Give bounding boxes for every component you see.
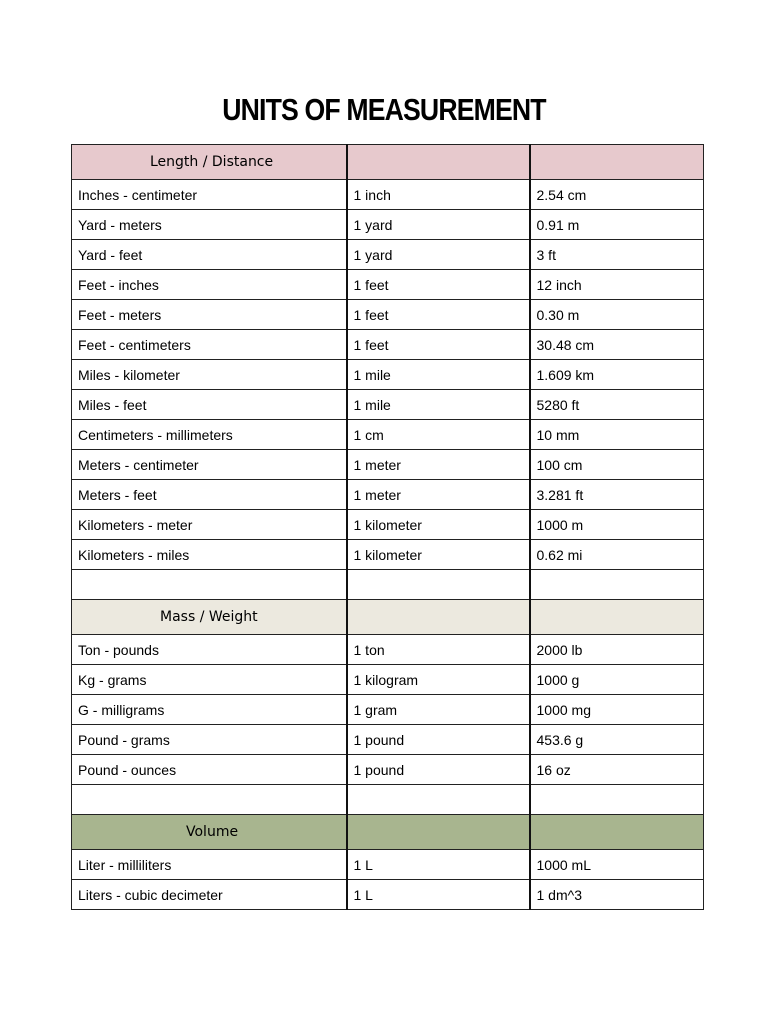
conversion-name-cell: Pound - grams (72, 725, 347, 755)
conversion-name-cell: Miles - feet (72, 390, 347, 420)
unit-amount-cell: 1 yard (347, 240, 530, 270)
empty-cell (72, 785, 347, 815)
conversion-name-cell: Liters - cubic decimeter (72, 880, 347, 910)
equivalent-value-cell: 2000 lb (530, 635, 704, 665)
equivalent-value-cell: 1000 g (530, 665, 704, 695)
equivalent-value-cell: 100 cm (530, 450, 704, 480)
unit-amount-cell: 1 cm (347, 420, 530, 450)
conversion-name-cell: Feet - meters (72, 300, 347, 330)
table-row (72, 880, 704, 910)
equivalent-value-cell: 1 dm^3 (530, 880, 704, 910)
section-title: Mass / Weight (160, 609, 258, 625)
equivalent-value-cell: 1.609 km (530, 360, 704, 390)
equivalent-value-cell: 30.48 cm (530, 330, 704, 360)
section-header-cell (72, 145, 347, 180)
equivalent-value-cell: 0.91 m (530, 210, 704, 240)
equivalent-value-cell: 16 oz (530, 755, 704, 785)
equivalent-value-cell: 3 ft (530, 240, 704, 270)
unit-amount-cell: 1 feet (347, 330, 530, 360)
equivalent-value-cell: 5280 ft (530, 390, 704, 420)
section-header-empty-cell (530, 600, 704, 635)
unit-amount-cell: 1 L (347, 880, 530, 910)
section-header-empty-cell (347, 600, 530, 635)
empty-row (72, 570, 704, 600)
unit-amount-cell: 1 mile (347, 390, 530, 420)
table-row (72, 240, 704, 270)
table-row (72, 540, 704, 570)
unit-amount-cell: 1 pound (347, 725, 530, 755)
empty-cell (347, 785, 530, 815)
unit-amount-cell: 1 ton (347, 635, 530, 665)
conversion-name-cell: Pound - ounces (72, 755, 347, 785)
table-row (72, 450, 704, 480)
table-row (72, 390, 704, 420)
conversion-name-cell: Meters - feet (72, 480, 347, 510)
equivalent-value-cell: 0.62 mi (530, 540, 704, 570)
conversion-name-cell: Miles - kilometer (72, 360, 347, 390)
table-row (72, 725, 704, 755)
unit-amount-cell: 1 mile (347, 360, 530, 390)
unit-amount-cell: 1 feet (347, 270, 530, 300)
section-header-length (72, 145, 704, 180)
equivalent-value-cell: 10 mm (530, 420, 704, 450)
unit-amount-cell: 1 meter (347, 480, 530, 510)
unit-amount-cell: 1 L (347, 850, 530, 880)
conversion-name-cell: Meters - centimeter (72, 450, 347, 480)
conversion-name-cell: Inches - centimeter (72, 180, 347, 210)
table-row (72, 180, 704, 210)
empty-cell (72, 570, 347, 600)
section-header-cell (72, 600, 347, 635)
conversion-name-cell: Kilometers - miles (72, 540, 347, 570)
unit-amount-cell: 1 gram (347, 695, 530, 725)
table-row (72, 420, 704, 450)
section-header-cell (72, 815, 347, 850)
table-row (72, 850, 704, 880)
equivalent-value-cell: 0.30 m (530, 300, 704, 330)
table-row (72, 695, 704, 725)
conversion-name-cell: Yard - feet (72, 240, 347, 270)
unit-amount-cell: 1 yard (347, 210, 530, 240)
table-row (72, 480, 704, 510)
table-row (72, 360, 704, 390)
table-row (72, 665, 704, 695)
units-table (71, 144, 704, 910)
unit-amount-cell: 1 feet (347, 300, 530, 330)
section-header-empty-cell (347, 815, 530, 850)
section-title: Length / Distance (150, 154, 274, 170)
equivalent-value-cell: 1000 m (530, 510, 704, 540)
equivalent-value-cell: 3.281 ft (530, 480, 704, 510)
unit-amount-cell: 1 kilometer (347, 540, 530, 570)
empty-cell (530, 570, 704, 600)
empty-row (72, 785, 704, 815)
section-header-empty-cell (530, 145, 704, 180)
table-row (72, 300, 704, 330)
conversion-name-cell: Ton - pounds (72, 635, 347, 665)
unit-amount-cell: 1 kilogram (347, 665, 530, 695)
units-table-body (72, 145, 704, 910)
table-row (72, 510, 704, 540)
equivalent-value-cell: 453.6 g (530, 725, 704, 755)
unit-amount-cell: 1 kilometer (347, 510, 530, 540)
empty-cell (347, 570, 530, 600)
conversion-name-cell: Kg - grams (72, 665, 347, 695)
table-row (72, 635, 704, 665)
equivalent-value-cell: 1000 mg (530, 695, 704, 725)
table-row (72, 210, 704, 240)
unit-amount-cell: 1 inch (347, 180, 530, 210)
equivalent-value-cell: 1000 mL (530, 850, 704, 880)
equivalent-value-cell: 2.54 cm (530, 180, 704, 210)
conversion-name-cell: Yard - meters (72, 210, 347, 240)
empty-cell (530, 785, 704, 815)
conversion-name-cell: Centimeters - millimeters (72, 420, 347, 450)
section-header-empty-cell (347, 145, 530, 180)
table-row (72, 270, 704, 300)
conversion-name-cell: Liter - milliliters (72, 850, 347, 880)
conversion-name-cell: G - milligrams (72, 695, 347, 725)
page-title: UNITS OF MEASUREMENT (222, 92, 546, 127)
section-header-empty-cell (530, 815, 704, 850)
unit-amount-cell: 1 meter (347, 450, 530, 480)
table-row (72, 755, 704, 785)
section-title: Volume (186, 824, 239, 840)
conversion-name-cell: Feet - inches (72, 270, 347, 300)
unit-amount-cell: 1 pound (347, 755, 530, 785)
section-header-volume (72, 815, 704, 850)
conversion-name-cell: Kilometers - meter (72, 510, 347, 540)
section-header-mass (72, 600, 704, 635)
equivalent-value-cell: 12 inch (530, 270, 704, 300)
table-row (72, 330, 704, 360)
conversion-name-cell: Feet - centimeters (72, 330, 347, 360)
